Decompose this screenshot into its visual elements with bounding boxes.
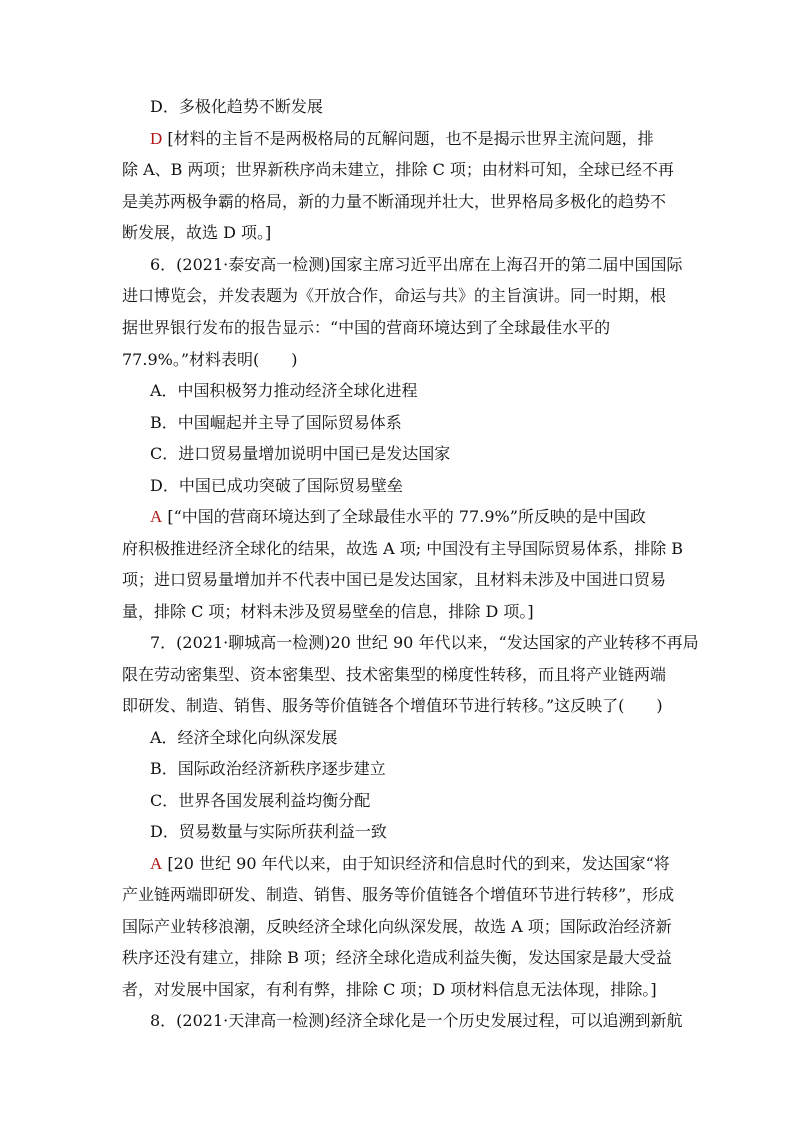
line-text: C．进口贸易量增加说明中国已是发达国家 — [150, 444, 451, 463]
text-line — [0, 570, 794, 590]
line-text: [材料的主旨不是两极格局的瓦解问题，也不是揭示世界主流问题，排 — [162, 129, 654, 148]
text-line — [0, 696, 794, 716]
text-line — [0, 350, 794, 370]
text-line — [0, 822, 794, 842]
line-text: D．中国已成功突破了国际贸易壁垒 — [150, 476, 403, 495]
text-line — [0, 381, 794, 401]
text-line — [0, 728, 794, 748]
text-line — [0, 917, 794, 937]
line-text: B．中国崛起并主导了国际贸易体系 — [150, 413, 402, 432]
line-text: 是美苏两极争霸的格局，新的力量不断涌现并壮大，世界格局多极化的趋势不 — [122, 192, 667, 211]
line-text: 即研发、制造、销售、服务等价值链各个增值环节进行转移。”这反映了( ) — [122, 696, 663, 715]
line-text: 8．(2021·天津高一检测)经济全球化是一个历史发展过程，可以追溯到新航 — [150, 1011, 683, 1030]
answer-letter: D — [150, 129, 163, 148]
text-line — [0, 507, 794, 527]
text-line — [0, 665, 794, 685]
line-text: 据世界银行发布的报告显示：“中国的营商环境达到了全球最佳水平的 — [122, 318, 611, 337]
line-text: A．中国积极努力推动经济全球化进程 — [150, 381, 418, 400]
text-line — [0, 791, 794, 811]
line-text: [“中国的营商环境达到了全球最佳水平的 77.9%”所反映的是中国政 — [162, 507, 646, 526]
line-text: D．贸易数量与实际所获利益一致 — [150, 822, 387, 841]
text-line — [0, 948, 794, 968]
text-line — [0, 192, 794, 212]
line-text: 量，排除 C 项；材料未涉及贸易壁垒的信息，排除 D 项。] — [122, 602, 534, 621]
text-line — [0, 980, 794, 1000]
text-line — [0, 444, 794, 464]
line-text: 断发展，故选 D 项。] — [122, 223, 272, 242]
text-line — [0, 97, 794, 117]
text-line — [0, 413, 794, 433]
line-text: 除 A、B 两项；世界新秩序尚未建立，排除 C 项；由材料可知，全球已经不再 — [122, 160, 674, 179]
line-text: 6．(2021·泰安高一检测)国家主席习近平出席在上海召开的第二届中国国际 — [150, 255, 683, 274]
line-text: C．世界各国发展利益均衡分配 — [150, 791, 371, 810]
line-text: [20 世纪 90 年代以来，由于知识经济和信息时代的到来，发达国家“将 — [162, 854, 670, 873]
text-line — [0, 885, 794, 905]
text-line — [0, 759, 794, 779]
text-line — [0, 129, 794, 149]
line-text: 项；进口贸易量增加并不代表中国已是发达国家，且材料未涉及中国进口贸易 — [122, 570, 667, 589]
text-line — [0, 602, 794, 622]
line-text: 进口博览会，并发表题为《开放合作，命运与共》的主旨演讲。同一时期，根 — [122, 286, 667, 305]
line-text: 77.9%。”材料表明( ) — [122, 350, 298, 369]
line-text: B．国际政治经济新秩序逐步建立 — [150, 759, 386, 778]
line-text: A．经济全球化向纵深发展 — [150, 728, 338, 747]
line-text: 者，对发展中国家，有利有弊，排除 C 项；D 项材料信息无法体现，排除。] — [122, 980, 657, 999]
text-line — [0, 1011, 794, 1031]
line-text: D．多极化趋势不断发展 — [150, 97, 323, 116]
text-line — [0, 318, 794, 338]
line-text: 府积极推进经济全球化的结果，故选 A 项; 中国没有主导国际贸易体系，排除 B — [122, 539, 684, 558]
answer-letter: A — [150, 507, 163, 526]
text-line — [0, 854, 794, 874]
text-line — [0, 633, 794, 653]
line-text: 产业链两端即研发、制造、销售、服务等价值链各个增值环节进行转移”，形成 — [122, 885, 675, 904]
text-line — [0, 160, 794, 180]
line-text: 秩序还没有建立，排除 B 项；经济全球化造成利益失衡，发达国家是最大受益 — [122, 948, 672, 967]
line-text: 7．(2021·聊城高一检测)20 世纪 90 年代以来，“发达国家的产业转移不再局 — [150, 633, 699, 652]
text-line — [0, 476, 794, 496]
text-line — [0, 286, 794, 306]
text-line — [0, 255, 794, 275]
line-text: 限在劳动密集型、资本密集型、技术密集型的梯度性转移，而且将产业链两端 — [122, 665, 667, 684]
answer-letter: A — [150, 854, 163, 873]
text-line — [0, 539, 794, 559]
line-text: 国际产业转移浪潮，反映经济全球化向纵深发展，故选 A 项；国际政治经济新 — [122, 917, 672, 936]
text-line — [0, 223, 794, 243]
